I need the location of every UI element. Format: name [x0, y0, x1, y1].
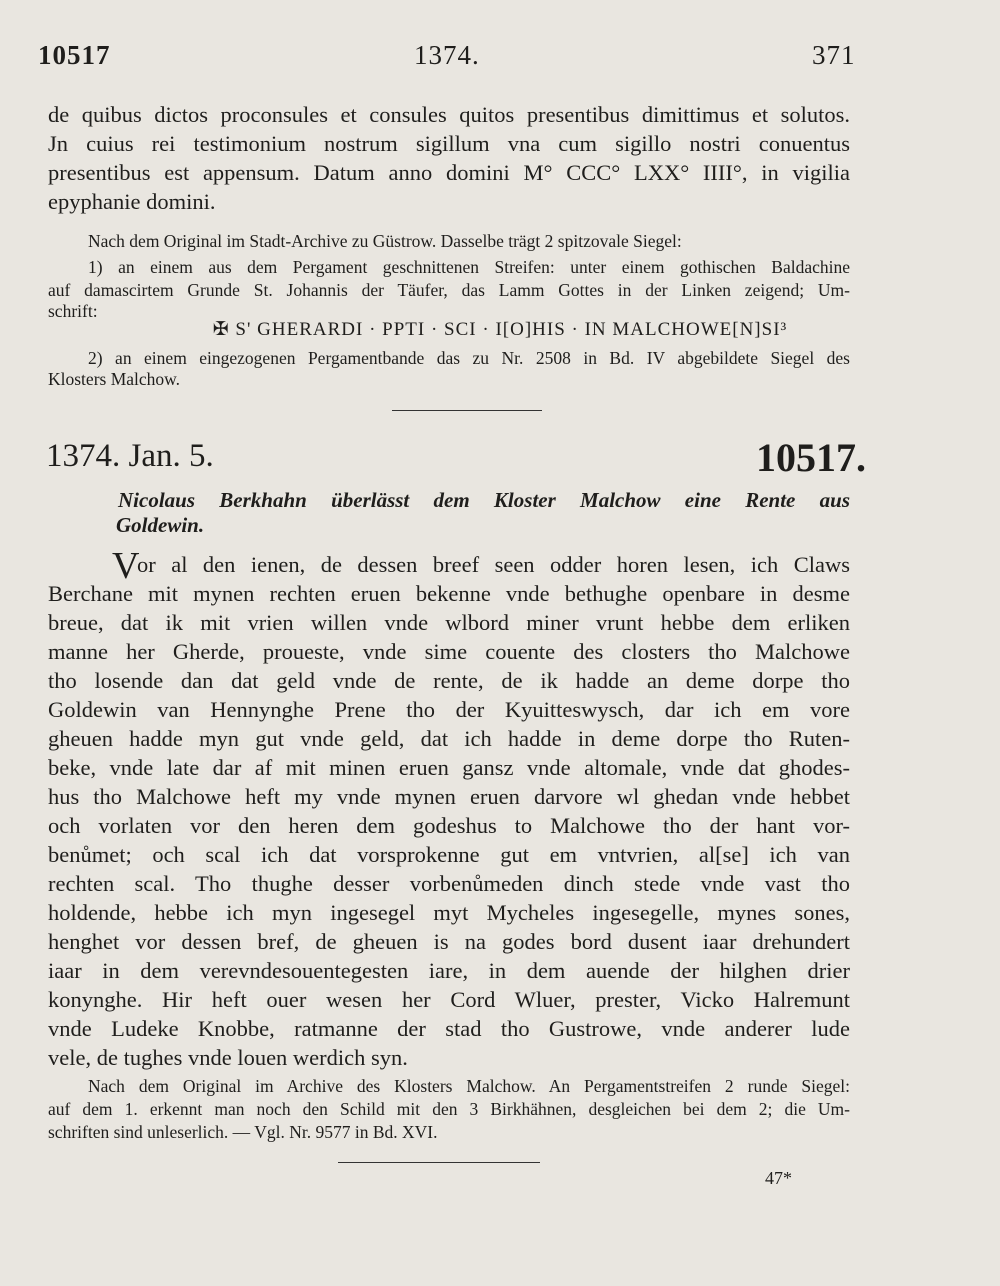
- note-line: 2) an einem eingezogenen Pergamentbande das zu Nr. 2508 in Bd. IV abgebildete Siegel des: [88, 348, 850, 368]
- header-document-number: 10517: [38, 40, 111, 70]
- text-line: or al den ienen, de dessen breef seen odder horen lesen, ich Claws: [137, 552, 850, 577]
- text-line: holdende, hebbe ich myn ingesegel myt Mycheles ingesegelle, mynes sones,: [48, 900, 850, 925]
- rubric-line: Nicolaus Berkhahn überlässt dem Kloster Malchow eine Rente aus: [118, 488, 850, 512]
- text-line: epyphanie domini.: [48, 189, 216, 214]
- text-line: de quibus dictos proconsules et consules quitos presentibus dimittimus et solutos.: [48, 102, 850, 127]
- text-line: Jn cuius rei testimonium nostrum sigillum vna cum sigillo nostri conuentus: [48, 131, 850, 156]
- seal-inscription: ✠ S' GHERARDI · PPTI · SCI · I[O]HIS · IN MALCHOWE[N]SI³: [212, 319, 788, 340]
- text-line: benůmet; och scal ich dat vorsprokenne gut em vntvrien, al[se] ich van: [48, 842, 850, 867]
- text-line: henghet vor dessen bref, de gheuen is na godes bord dusent iaar drehundert: [48, 929, 850, 954]
- separator-rule: [338, 1162, 540, 1163]
- entry-date: 1374. Jan. 5.: [46, 438, 214, 474]
- text-line: konynghe. Hir heft ouer wesen her Cord Wluer, prester, Vicko Halremunt: [48, 987, 850, 1012]
- text-line: gheuen hadde myn gut vnde geld, dat ich hadde in deme dorpe tho Ruten-: [48, 726, 850, 751]
- note-line: schrift:: [48, 301, 98, 321]
- entry-number: 10517.: [756, 435, 866, 480]
- text-line: vnde Ludeke Knobbe, ratmanne der stad tho Gustrowe, vnde anderer lude: [48, 1016, 850, 1041]
- initial-letter: V: [112, 545, 140, 587]
- text-line: rechten scal. Tho thughe desser vorbenůmeden dinch stede vnde vast tho: [48, 871, 850, 896]
- note-line: auf dem 1. erkennt man noch den Schild mit den 3 Birkhähnen, desgleichen bei dem 2; die Um-: [48, 1099, 850, 1119]
- note-line: Nach dem Original im Archive des Klosters Malchow. An Pergamentstreifen 2 runde Siegel:: [88, 1076, 850, 1096]
- note-line: Nach dem Original im Stadt-Archive zu Güstrow. Dasselbe trägt 2 spitzovale Siegel:: [88, 231, 682, 251]
- text-line: iaar in dem verevndesouentegesten iare, in dem auende der hilghen drier: [48, 958, 850, 983]
- text-line: presentibus est appensum. Datum anno domini M° CCC° LXX° IIII°, in vigilia: [48, 160, 850, 185]
- separator-rule: [392, 410, 542, 411]
- text-line: tho losende dan dat geld vnde de rente, de ik hadde an deme dorpe tho: [48, 668, 850, 693]
- sheet-signature: 47*: [765, 1168, 792, 1188]
- text-line: manne her Gherde, proueste, vnde sime couente des closters tho Malchowe: [48, 639, 850, 664]
- note-line: schriften sind unleserlich. — Vgl. Nr. 9577 in Bd. XVI.: [48, 1122, 438, 1142]
- text-line: beke, vnde late dar af mit minen eruen gansz vnde altomale, vnde dat ghodes-: [48, 755, 850, 780]
- text-line: och vorlaten vor den heren dem godeshus to Malchowe tho der hant vor-: [48, 813, 850, 838]
- text-line: vele, de tughes vnde louen werdich syn.: [48, 1045, 408, 1070]
- note-line: 1) an einem aus dem Pergament geschnittenen Streifen: unter einem gothischen Baldachine: [88, 257, 850, 277]
- header-year: 1374.: [414, 40, 480, 70]
- note-line: Klosters Malchow.: [48, 369, 181, 389]
- text-line: hus tho Malchowe heft my vnde mynen eruen darvore wl ghedan vnde hebbet: [48, 784, 850, 809]
- note-line: auf damascirtem Grunde St. Johannis der Täufer, das Lamm Gottes in der Linken zeigend; Um-: [48, 280, 850, 300]
- header-page-number: 371: [812, 40, 856, 70]
- text-line: Berchane mit mynen rechten eruen bekenne vnde bethughe openbare in desme: [48, 581, 850, 606]
- text-line: breue, dat ik mit vrien willen vnde wlbord miner vrunt hebbe dem erliken: [48, 610, 850, 635]
- rubric-line: Goldewin.: [116, 513, 205, 537]
- text-line: Goldewin van Hennynghe Prene tho der Kyuitteswysch, dar ich em vore: [48, 697, 850, 722]
